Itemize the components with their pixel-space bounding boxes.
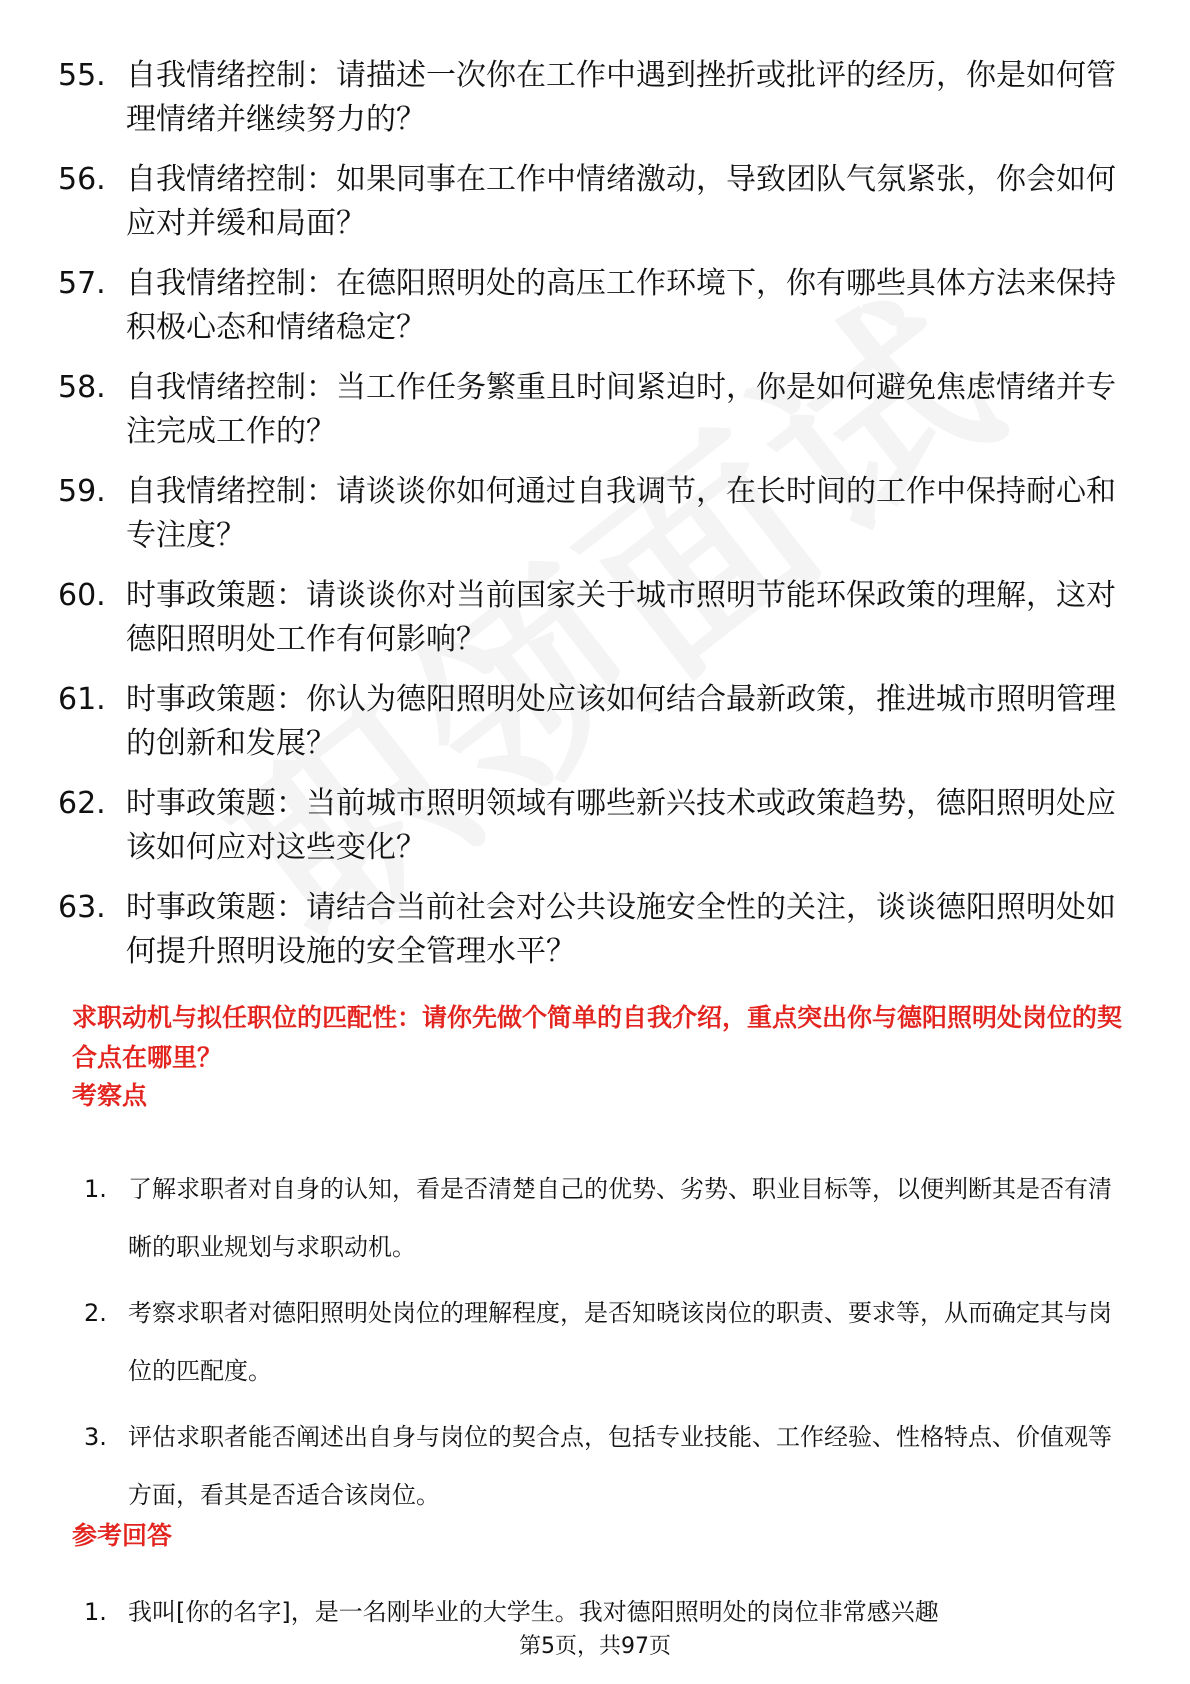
- assessment-number: 3.: [84, 1423, 107, 1451]
- assessment-text: 考察求职者对德阳照明处岗位的理解程度，是否知晓该岗位的职责、要求等，从而确定其与岗位的匹配度。: [128, 1299, 1112, 1385]
- question-item: [58, 574, 1138, 662]
- question-text: 时事政策题：请结合当前社会对公共设施安全性的关注，谈谈德阳照明处如何提升照明设施的安全管理水平？: [126, 890, 1116, 969]
- question-item: [58, 678, 1138, 766]
- answer-text: 我叫[你的名字]，是一名刚毕业的大学生。我对德阳照明处的岗位非常感兴趣: [128, 1598, 939, 1626]
- answer-item: [84, 1588, 1134, 1628]
- question-item: [58, 886, 1138, 974]
- question-text: 自我情绪控制：当工作任务繁重且时间紧迫时，你是如何避免焦虑情绪并专注完成工作的？: [126, 370, 1116, 449]
- question-text: 自我情绪控制：请谈谈你如何通过自我调节，在长时间的工作中保持耐心和专注度？: [126, 474, 1116, 553]
- question-item: [58, 54, 1138, 142]
- question-text: 自我情绪控制：请描述一次你在工作中遇到挫折或批评的经历，你是如何管理情绪并继续努力的？: [126, 58, 1116, 137]
- question-item: [58, 782, 1138, 870]
- assessment-item: [84, 1408, 1134, 1524]
- question-number: 62.: [58, 786, 106, 821]
- question-item: [58, 158, 1138, 246]
- question-list: [58, 54, 1138, 990]
- question-item: [58, 470, 1138, 558]
- question-text: 时事政策题：请谈谈你对当前国家关于城市照明节能环保政策的理解，这对德阳照明处工作有何影响？: [126, 578, 1116, 657]
- answer-number: 1.: [84, 1598, 107, 1626]
- assessment-text: 评估求职者能否阐述出自身与岗位的契合点，包括专业技能、工作经验、性格特点、价值观等方面，看其是否适合该岗位。: [128, 1423, 1112, 1509]
- section-title: 求职动机与拟任职位的匹配性：请你先做个简单的自我介绍，重点突出你与德阳照明处岗位的契合点在哪里？: [72, 1003, 1123, 1072]
- question-text: 时事政策题：你认为德阳照明处应该如何结合最新政策，推进城市照明管理的创新和发展？: [126, 682, 1116, 761]
- assessment-number: 2.: [84, 1299, 107, 1327]
- question-number: 59.: [58, 474, 106, 509]
- assessment-item: [84, 1160, 1134, 1276]
- question-item: [58, 262, 1138, 350]
- assessment-number: 1.: [84, 1175, 107, 1203]
- question-number: 57.: [58, 266, 106, 301]
- question-item: [58, 366, 1138, 454]
- question-number: 60.: [58, 578, 106, 613]
- question-text: 时事政策题：当前城市照明领域有哪些新兴技术或政策趋势，德阳照明处应该如何应对这些变化？: [126, 786, 1116, 865]
- assessment-list: [84, 1160, 1134, 1532]
- answer-heading: 参考回答: [72, 1521, 173, 1550]
- page-footer: 第5页，共97页: [0, 1632, 1190, 1662]
- assessment-text: 了解求职者对自身的认知，看是否清楚自己的优势、劣势、职业目标等，以便判断其是否有清晰的职业规划与求职动机。: [128, 1175, 1112, 1261]
- question-text: 自我情绪控制：如果同事在工作中情绪激动，导致团队气氛紧张，你会如何应对并缓和局面？: [126, 162, 1116, 241]
- assessment-item: [84, 1284, 1134, 1400]
- question-number: 58.: [58, 370, 106, 405]
- question-number: 63.: [58, 890, 106, 925]
- question-number: 61.: [58, 682, 106, 717]
- assessment-heading: 考察点: [72, 1081, 148, 1110]
- question-text: 自我情绪控制：在德阳照明处的高压工作环境下，你有哪些具体方法来保持积极心态和情绪稳定？: [126, 266, 1116, 345]
- question-number: 55.: [58, 58, 106, 93]
- question-number: 56.: [58, 162, 106, 197]
